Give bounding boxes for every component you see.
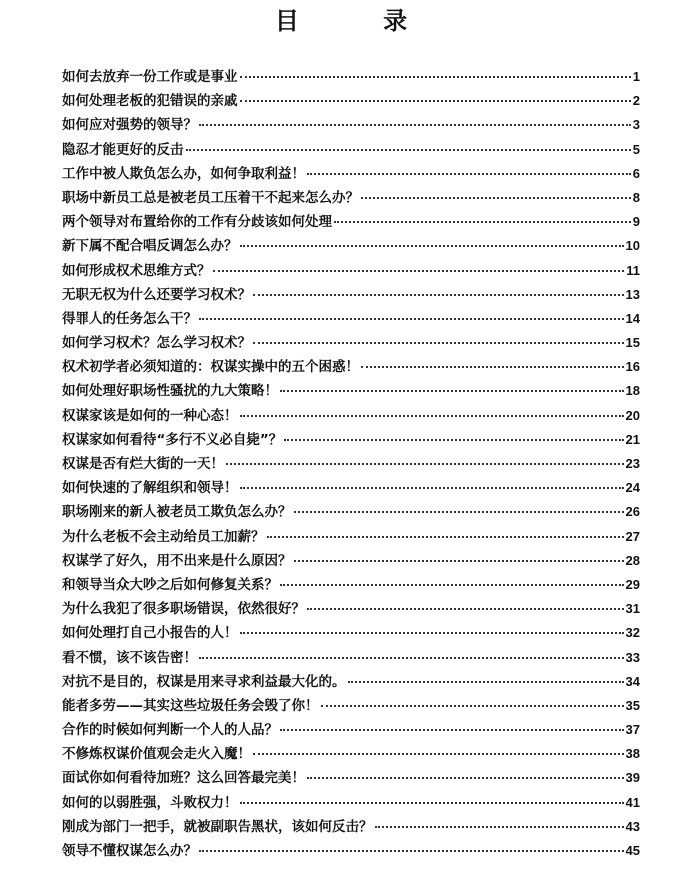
toc-entry[interactable] (62, 212, 640, 236)
toc-entry[interactable] (62, 817, 640, 841)
toc-entry-title: 新下属不配合唱反调怎么办？ (62, 238, 238, 255)
toc-entry[interactable] (62, 768, 640, 792)
toc-entry-title: 如何去放弃一份工作或是事业 (62, 69, 238, 85)
dot-leader (361, 365, 624, 368)
toc-entry-page-number: 34 (625, 673, 640, 689)
dot-leader (375, 825, 624, 828)
dot-leader (240, 486, 624, 489)
toc-entry-page-number: 29 (625, 576, 640, 592)
toc-entry-title: 得罪人的任务怎么干？ (62, 310, 197, 327)
toc-entry-title: 职场中新员工总是被老员工压着干不起来怎么办？ (62, 189, 359, 206)
toc-entry[interactable] (62, 623, 640, 647)
toc-entry[interactable] (62, 551, 640, 575)
toc-entry-title: 如何处理老板的犯错误的亲戚 (62, 93, 238, 110)
toc-entry[interactable] (62, 720, 640, 744)
toc-entry[interactable] (62, 478, 640, 502)
toc-entry[interactable] (62, 236, 640, 260)
dot-leader (240, 75, 631, 78)
toc-entry-page-number: 28 (625, 552, 640, 568)
toc-entry-title: 如何快速的了解组织和领导！ (62, 480, 238, 497)
toc-entry-page-number: 24 (625, 480, 640, 496)
toc-entry-title: 隐忍才能更好的反击 (62, 141, 184, 158)
toc-entry[interactable] (62, 91, 640, 115)
toc-entry-title: 两个领导对布置给你的工作有分歧该如何处理 (62, 214, 332, 231)
dot-leader (284, 438, 623, 441)
toc-entry[interactable] (62, 67, 640, 91)
page-title: 目 录 (274, 7, 446, 35)
toc-entry-title: 为什么老板不会主动给员工加薪？ (62, 528, 265, 545)
toc-entry-title: 无职无权为什么还要学习权术？ (62, 286, 251, 303)
toc-entry-page-number: 38 (625, 746, 640, 762)
dot-leader (213, 269, 625, 272)
dot-leader (267, 535, 624, 538)
toc-entry[interactable] (62, 309, 640, 333)
dot-leader (199, 317, 624, 320)
toc-entry-title: 职场刚来的新人被老员工欺负怎么办？ (62, 504, 292, 521)
dot-leader (253, 293, 624, 296)
dot-leader (348, 680, 624, 683)
dot-leader (280, 583, 624, 586)
toc-entry[interactable] (62, 599, 640, 623)
toc-entry-page-number: 26 (625, 504, 640, 520)
dot-leader (307, 172, 631, 175)
toc-entry-page-number: 43 (625, 818, 640, 834)
toc-entry-page-number: 15 (625, 335, 640, 351)
dot-leader (240, 801, 624, 804)
toc-entry-page-number: 21 (625, 431, 640, 447)
dot-leader (253, 341, 624, 344)
toc-entry-page-number: 8 (632, 189, 640, 205)
dot-leader (240, 414, 624, 417)
toc-entry-title: 如何处理打自己小报告的人！ (62, 625, 238, 642)
dot-leader (253, 752, 624, 755)
toc-entry-page-number: 31 (625, 601, 640, 617)
dot-leader (280, 389, 624, 392)
toc-entry[interactable] (62, 502, 640, 526)
toc-entry-title: 如何形成权术思维方式？ (62, 262, 211, 279)
toc-entry[interactable] (62, 648, 640, 672)
toc-entry-title: 权术初学者必须知道的：权谋实操中的五个困惑！ (62, 359, 359, 376)
dot-leader (240, 631, 624, 634)
dot-leader (361, 196, 631, 199)
dot-leader (240, 99, 631, 102)
toc-entry[interactable] (62, 527, 640, 551)
dot-leader (199, 656, 624, 659)
toc-entry[interactable] (62, 406, 640, 430)
toc-entry-title: 权谋家如何看待“多行不义必自毙”？ (62, 431, 283, 448)
toc-entry[interactable] (62, 744, 640, 768)
dot-leader (280, 728, 624, 731)
dot-leader (186, 148, 631, 151)
toc-entry[interactable] (62, 164, 640, 188)
toc-entry-title: 如何处理好职场性骚扰的九大策略！ (62, 383, 278, 400)
toc-entry[interactable] (62, 672, 640, 696)
toc-entry[interactable] (62, 696, 640, 720)
toc-entry-page-number: 37 (625, 722, 640, 738)
toc-entry-title: 工作中被人欺负怎么办，如何争取利益！ (62, 165, 305, 182)
toc-entry-page-number: 20 (625, 407, 640, 423)
dot-leader (199, 849, 624, 852)
toc-entry-title: 如何的以弱胜强，斗败权力！ (62, 794, 238, 811)
toc-entry-page-number: 41 (625, 794, 640, 810)
toc-entry-title: 合作的时候如何判断一个人的人品？ (62, 722, 278, 739)
toc-entry-page-number: 16 (625, 359, 640, 375)
toc-entry[interactable] (62, 140, 640, 164)
toc-entry-page-number: 2 (632, 93, 640, 109)
toc-entry-page-number: 45 (625, 843, 640, 858)
toc-entry[interactable] (62, 261, 640, 285)
toc-entry-page-number: 14 (625, 310, 640, 326)
toc-entry-page-number: 33 (625, 649, 640, 665)
toc-entry-title: 领导不懂权谋怎么办？ (62, 843, 197, 859)
toc-entry-page-number: 39 (625, 770, 640, 786)
toc-entry-page-number: 35 (625, 697, 640, 713)
toc-entry-title: 和领导当众大吵之后如何修复关系？ (62, 576, 278, 593)
toc-entry-page-number: 13 (625, 286, 640, 302)
toc-entry-title: 能者多劳——其实这些垃圾任务会毁了你！ (62, 697, 319, 714)
toc-entry-title: 如何学习权术？怎么学习权术？ (62, 335, 251, 352)
toc-entry-page-number: 1 (632, 69, 640, 84)
dot-leader (307, 607, 624, 610)
toc-entry-page-number: 5 (632, 141, 640, 157)
toc-entry-page-number: 23 (625, 456, 640, 471)
dot-leader (294, 510, 624, 513)
toc-entry-page-number: 6 (632, 165, 640, 181)
toc-entry-title: 权谋是否有烂大街的一天！ (62, 456, 224, 472)
toc-entry-title: 权谋家该是如何的一种心态！ (62, 407, 238, 424)
toc-entry-page-number: 27 (625, 528, 640, 544)
toc-entry[interactable] (62, 333, 640, 357)
toc-entry-page-number: 18 (625, 383, 640, 399)
toc-entry[interactable] (62, 793, 640, 817)
toc-entry-title: 刚成为部门一把手，就被副职告黑状，该如何反击？ (62, 818, 373, 835)
dot-leader (307, 776, 624, 779)
dot-leader (226, 462, 624, 465)
toc-entry[interactable] (62, 430, 640, 454)
toc-entry[interactable] (62, 454, 640, 478)
dot-leader (294, 559, 624, 562)
toc-entry[interactable] (62, 381, 640, 405)
toc-entry[interactable] (62, 115, 640, 139)
dot-leader (334, 220, 631, 223)
toc-entry-page-number: 11 (626, 262, 640, 278)
toc-entry[interactable] (62, 575, 640, 599)
toc-entry-page-number: 10 (625, 238, 640, 254)
toc-entry[interactable] (62, 357, 640, 381)
toc-entry-title: 权谋学了好久，用不出来是什么原因？ (62, 552, 292, 569)
toc-entry-page-number: 32 (625, 625, 640, 641)
toc-entry-page-number: 9 (632, 214, 640, 230)
dot-leader (199, 123, 631, 126)
dot-leader (240, 244, 624, 247)
table-of-contents (62, 67, 640, 865)
toc-entry-title: 不修炼权谋价值观会走火入魔！ (62, 746, 251, 763)
toc-entry[interactable] (62, 285, 640, 309)
toc-entry-page-number: 3 (632, 117, 640, 133)
dot-leader (321, 704, 624, 707)
toc-entry-title: 面试你如何看待加班？这么回答最完美！ (62, 770, 305, 787)
toc-entry[interactable] (62, 188, 640, 212)
toc-entry-title: 如何应对强势的领导？ (62, 117, 197, 134)
toc-entry-title: 对抗不是目的，权谋是用来寻求利益最大化的。 (62, 673, 346, 690)
toc-entry[interactable] (62, 841, 640, 865)
toc-entry-title: 为什么我犯了很多职场错误，依然很好？ (62, 601, 305, 618)
toc-entry-title: 看不惯，该不该告密！ (62, 649, 197, 666)
